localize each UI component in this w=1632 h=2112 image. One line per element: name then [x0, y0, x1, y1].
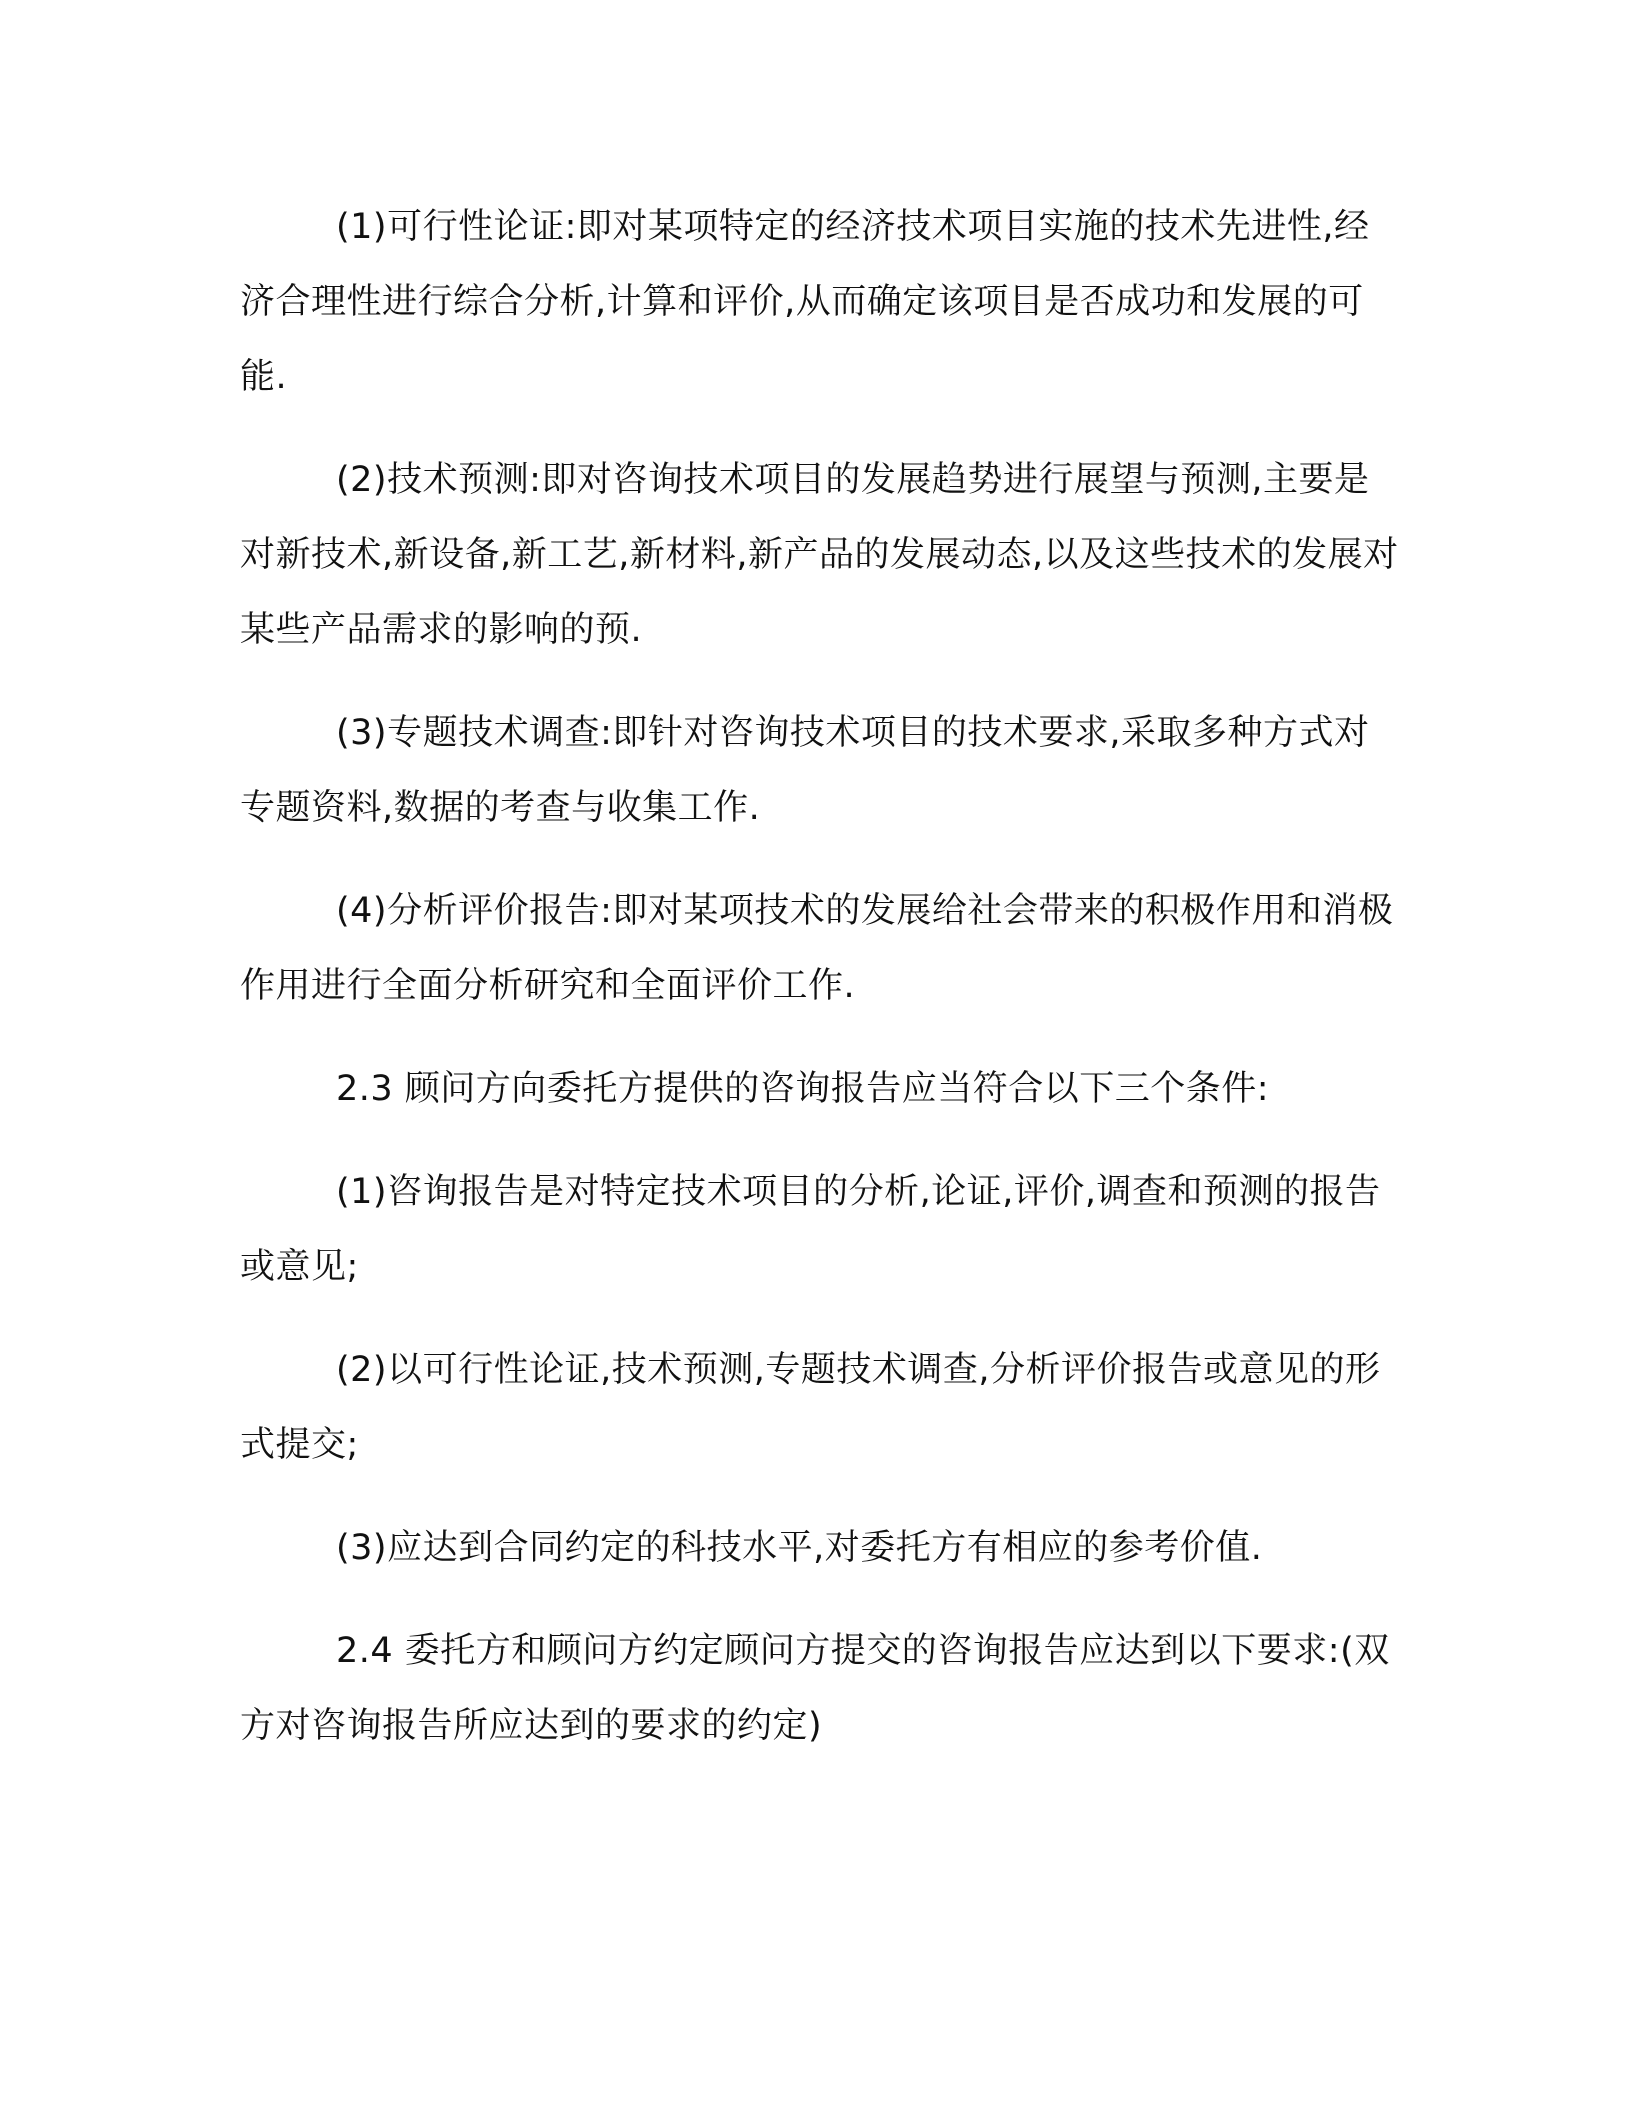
paragraph-special-survey: (3)专题技术调查:即针对咨询技术项目的技术要求,采取多种方式对专题资料,数据的考查与收集工作.	[240, 713, 1370, 828]
paragraph-section-2-3: 2.3 顾问方向委托方提供的咨询报告应当符合以下三个条件:	[336, 1069, 1270, 1109]
paragraph-technical-forecast: (2)技术预测:即对咨询技术项目的发展趋势进行展望与预测,主要是对新技术,新设备,新工艺,新材料,新产品的发展动态,以及这些技术的发展对某些产品需求的影响的预.	[240, 460, 1399, 650]
document-body	[240, 190, 1400, 1792]
paragraph-analysis-report: (4)分析评价报告:即对某项技术的发展给社会带来的积极作用和消极作用进行全面分析研究和全面评价工作.	[240, 891, 1394, 1006]
paragraph-feasibility: (1)可行性论证:即对某项特定的经济技术项目实施的技术先进性,经济合理性进行综合分析,计算和评价,从而确定该项目是否成功和发展的可能.	[240, 207, 1370, 397]
paragraph-section-2-4: 2.4 委托方和顾问方约定顾问方提交的咨询报告应达到以下要求:(双方对咨询报告所应达到的要求的约定)	[240, 1631, 1390, 1746]
paragraph-condition-2: (2)以可行性论证,技术预测,专题技术调查,分析评价报告或意见的形式提交;	[240, 1350, 1381, 1465]
paragraph-condition-1: (1)咨询报告是对特定技术项目的分析,论证,评价,调查和预测的报告或意见;	[240, 1172, 1381, 1287]
paragraph-condition-3: (3)应达到合同约定的科技水平,对委托方有相应的参考价值.	[336, 1528, 1263, 1568]
